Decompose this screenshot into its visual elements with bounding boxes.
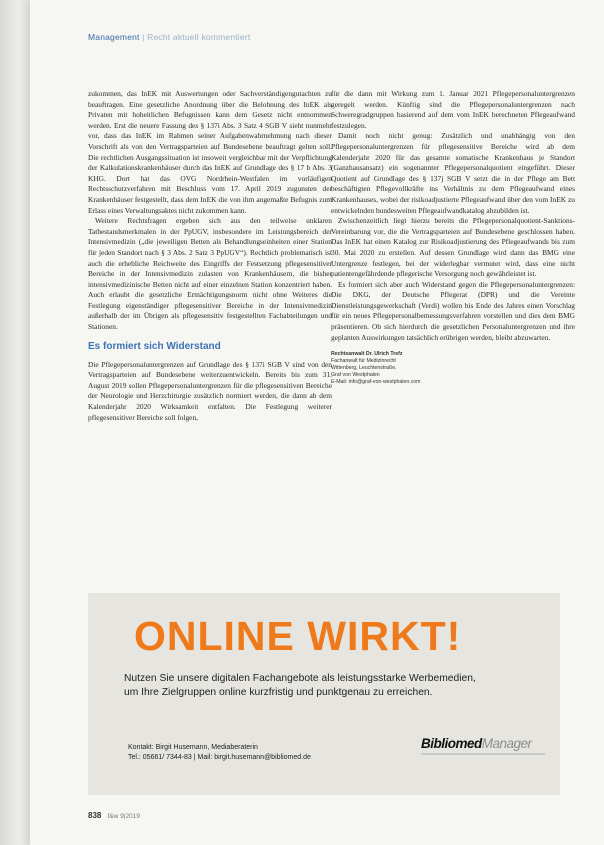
author-title: Fachanwalt für Medizinrecht xyxy=(331,358,396,365)
ad-contact xyxy=(128,743,311,763)
page-edge xyxy=(0,0,30,845)
paragraph: Die Pflegepersonaluntergrenzen auf Grundlage des § 137i SGB V sind von den Vertragsparteien auf Bundesebene weiterzuentwickeln. Bereits bis zum 31. August 2019 sollen Pflegepersonaluntergrenzen für die pflegesensitiven Bereiche der Neurologie und Herzchirurgie zusätzlich normiert werden, die dann ab dem Kalenderjahr 2020 Wirksamkeit entfalten. Die Festlegung weiterer pflegesensitiver Bereiche soll folgen, xyxy=(88,359,332,422)
paragraph: zukommen, das InEK mit Auswertungen oder Sachverständigengutachten zu beauftragen. Eine gesetzliche Anordnung über die Belohnung des InEK als Privaten mit hoheitlichen Befugnissen kann dem Gesetz nicht entnommen werden. Erst die neuere Fassung des § 137i Abs. 3 Satz 4 SGB V sieht nunmehr vor, dass das InEK im Rahmen seiner Aufgabenwahrnehmung nach dieser Vorschrift als von den Vertragsparteien auf Bundesebene beauftragt gelten soll. Die rechtlichen Ausgangssituation ist insoweit vergleichbar mit der Verpflichtung der Kalkulationskrankenhäuser durch das InEK auf Grundlage des § 17 b Abs. 3 KHG. Dort hat das OVG Nordrhein-Westfalen im vorläufigen Rechtsschutzverfahren mit Beschluss vom 17. April 2019 zugunsten der Krankenhäuser festgestellt, dass dem InEK die von ihm angemaßte Befugnis zum Erlass eines Verwaltungsaktes nicht zukommen kann. xyxy=(88,89,332,215)
header-separator: | xyxy=(139,32,148,42)
bibliomed-logo xyxy=(421,736,547,756)
author-name: Rechtsanwalt Dr. Ulrich Trefz xyxy=(331,351,403,358)
ad-title: ONLINE WIRKT! xyxy=(134,613,462,659)
section-label: Management xyxy=(88,32,140,42)
author-email: E-Mail: info@graf-von-westphalen.com xyxy=(331,379,421,386)
subsection-label: Recht aktuell kommentiert xyxy=(147,32,251,42)
left-column xyxy=(88,89,332,423)
paragraph: für die dann mit Wirkung zum 1. Januar 2021 Pflegepersonaluntergrenzen geregelt werden. Künftig sind die Pflegepersonaluntergrenzen nach Schweregradgruppen basierend auf dem vom InEK berechneten Pflegeaufwand festzulegen. xyxy=(331,89,575,130)
issue-label: f&w 9|2019 xyxy=(107,813,140,820)
page-footer xyxy=(88,811,140,820)
advertisement xyxy=(88,593,560,795)
page-number: 838 xyxy=(88,811,102,820)
running-header xyxy=(88,32,250,42)
ad-line: um Ihre Zielgruppen online kurzfristig und punktgenau zu erreichen. xyxy=(124,687,433,698)
paragraph: Weitere Rechtsfragen ergeben sich aus den teilweise unklaren Tatbestandsmerkmalen in der PpUGV, insbesondere im Leistungsbereich der Intensivmedizin („die jeweiligen Betten als Behandlungseinheiten einer Station für jeden Standort nach § 3 Abs. 2 Satz 3 PpUGV“). Rechtlich problematisch ist auch die erhebliche Reichweite des Eingriffs der Festsetzung pflegesensitiver Bereiche in der Intensivmedizin zulasten von Krankenhäusern, die bisher intensivmedizinische Betten nicht auf einer einzelnen Station konzentriert haben. Auch erlaubt die gesetzliche Ermächtigungsnorm nicht ohne Weiteres die Festlegung eigenständiger pflegesensitiver Bereiche in der Intensivmedizin außerhalb der im Übrigen als pflegesensitiv festgestellten Fachabteilungen und Stationen. xyxy=(88,216,332,332)
ad-line: Nutzen Sie unsere digitalen Fachangebote als leistungsstarke Werbemedien, xyxy=(124,673,476,684)
logo-underline xyxy=(421,753,545,755)
logo-sub: Manager xyxy=(481,736,532,751)
right-column xyxy=(331,89,575,386)
contact-details: Tel.: 05661/ 7344-83 | Mail: birgit.husemann@bibliomed.de xyxy=(128,754,311,761)
paragraph: Es formiert sich aber auch Widerstand gegen die Pflegepersonaluntergrenzen: Die DKG, der Deutsche Pflegerat (DPR) und die Vereinte Dienstleistungsgewerkschaft (Verdi) wollen bis Ende des Jahres einen Vorschlag für ein neues Pflegepersonalbemessungsverfahren vorstellen und dies dem BMG präsentieren. Ob sich hierdurch die gesetzlichen Personaluntergrenzen und ihre geplanten Auswirkungen tatsächlich erübrigen werden, bleibt abzuwarten. xyxy=(331,279,575,342)
contact-name: Kontakt: Birgit Husemann, Mediaberaterin xyxy=(128,744,258,751)
paragraph: Zwischenzeitlich liegt hierzu bereits die Pflegepersonalquotient-Sanktions-Vereinbarung vor, die die Vertragsparteien auf Bundesebene geschlossen haben. Das InEK hat einen Katalog zur Risikoadjustierung des Pflegeaufwands bis zum 30. Mai 2020 zu erstellen. Auf dessen Grundlage wird dann das BMG eine Untergrenze festlegen, bei der widerlegbar vermutet wird, dass eine nicht patientengefährdende pflegerische Versorgung noch gewährleistet ist. xyxy=(331,216,575,279)
author-address: Wittenberg, Leuchtenstraße, xyxy=(331,365,397,372)
section-heading: Es formiert sich Widerstand xyxy=(88,340,221,352)
logo-main: Bibliomed xyxy=(421,736,482,751)
ad-text xyxy=(124,672,544,700)
paragraph: Damit noch nicht genug: Zusätzlich und unabhängig von den Pflegepersonaluntergrenzen für pflegesensitive Bereiche wird ab dem Kalenderjahr 2020 für das gesamte somatische Krankenhaus je Standort (Ganzhausansatz) ein sogenannter Pflegepersonalquotient eingeführt. Dieser Quotient auf Grundlage des § 137j SGB V setzt die in der Pflege am Bett beschäftigten Pflegevollkräfte ins Verhältnis zu dem Pflegeaufwand eines Krankenhauses, wobei der risikoadjustierte Pflegeaufwand über den vom InEK zu entwickelnden bundesweiten Pflegeaufwandkatalog abzubilden ist. xyxy=(331,131,575,215)
author-box xyxy=(331,351,575,386)
author-firm: Graf von Westphalen xyxy=(331,372,380,379)
